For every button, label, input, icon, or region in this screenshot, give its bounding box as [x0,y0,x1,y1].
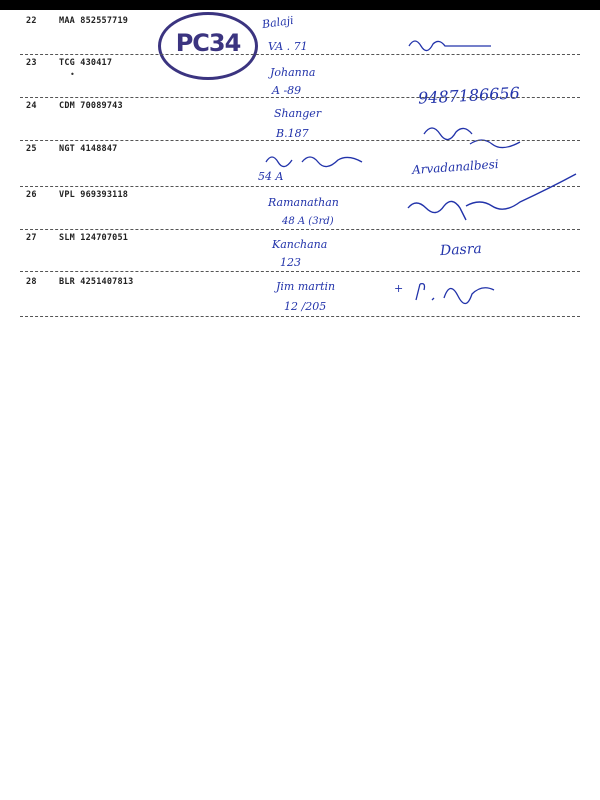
row-28-divider [20,316,580,317]
row-27-number: 27 [26,233,37,243]
row-27-code: SLM 124707051 [59,233,129,243]
row-24-name: Shanger [274,107,322,120]
row-28-mark: + [394,282,404,295]
row-24-signature [420,114,540,154]
row-27-name: Kanchana [272,238,328,251]
row-28-signature [410,276,500,306]
row-23-address: A -89 [272,84,302,97]
row-22-code: MAA 852557719 [59,16,129,26]
row-23-name: Johanna [270,66,316,79]
row-28-code: BLR 4251407813 [59,277,134,287]
row-22-signature [405,34,495,56]
row-23-mark: • [70,70,75,79]
row-24-address: B.187 [276,127,309,140]
row-28-number: 28 [26,277,37,287]
row-27-signature: Dasra [439,240,483,260]
row-27-divider [20,271,580,272]
row-28-address: 12 /205 [284,300,327,313]
row-23-number: 23 [26,58,37,68]
row-24-divider [20,140,580,141]
row-26-address: 48 A (3rd) [282,216,334,227]
stamp-text: PC34 [175,29,241,57]
row-25-address: 54 A [258,170,284,183]
row-26-name: Ramanathan [268,196,339,209]
row-28-name: Jim martin [276,280,336,293]
row-22-number: 22 [26,16,37,26]
page-top-edge [0,0,600,10]
row-22-address: VA . 71 [268,40,308,53]
row-25-name [262,148,372,170]
row-26-number: 26 [26,190,37,200]
row-26-code: VPL 969393118 [59,190,129,200]
pc34-stamp [158,12,258,80]
row-27-address: 123 [280,256,301,269]
row-23-signature: 9487186656 [417,83,521,108]
row-24-number: 24 [26,101,37,111]
row-25-code: NGT 4148847 [59,144,118,154]
row-23-code: TCG 430417 [59,58,113,68]
row-26-divider [20,229,580,230]
row-22-name: Balaji [261,13,295,32]
row-25-signature: Arvadanalbesi [411,156,500,178]
row-23-divider [20,97,580,98]
row-25-number: 25 [26,144,37,154]
row-26-signature [400,172,580,232]
row-22-divider [20,54,580,55]
row-24-code: CDM 70089743 [59,101,123,111]
